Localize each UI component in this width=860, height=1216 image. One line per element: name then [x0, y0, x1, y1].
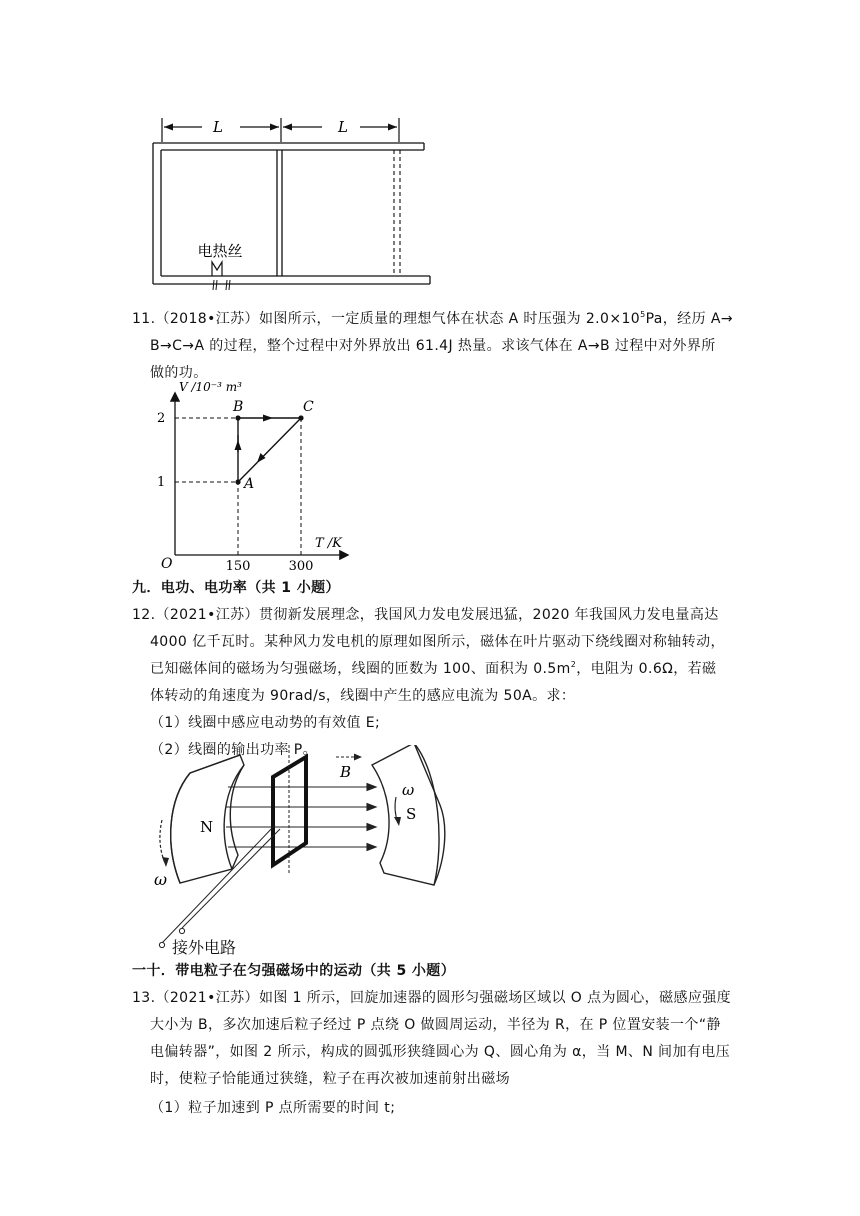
section10-heading: 一十．带电粒子在匀强磁场中的运动（共 5 小题）	[132, 963, 456, 979]
pole-s-label: S	[406, 805, 417, 823]
omega-left-label: ω	[154, 870, 168, 889]
origin-label: O	[161, 556, 173, 572]
q12-line4: 体转动的角速度为 90rad/s，线圈中产生的感应电流为 50A。求：	[150, 688, 576, 704]
y-axis-label: V /10⁻³ m³	[179, 380, 242, 394]
cylinder-figure	[140, 110, 440, 290]
y-tick-1: 1	[157, 475, 166, 490]
pole-n-label: N	[200, 818, 214, 836]
point-a	[235, 479, 240, 484]
heater-coil-icon	[212, 262, 222, 276]
point-c-label: C	[303, 399, 314, 415]
q11-line3: 做的功。	[150, 365, 208, 381]
q12-line1: 12.（2021•江苏）贯彻新发展理念，我国风力发电发展迅猛，2020 年我国风力发电量高达	[132, 607, 719, 623]
q12-sub2: （2）线圈的输出功率 P。	[150, 742, 317, 758]
q13-sub1: （1）粒子加速到 P 点所需要的时间 t;	[150, 1100, 396, 1116]
q12-line2: 4000 亿千瓦时。某种风力发电机的原理如图所示，磁体在叶片驱动下绕线圈对称轴转动，	[150, 634, 725, 650]
q11-line1: 11.（2018•江苏）如图所示，一定质量的理想气体在状态 A 时压强为 $2.0\times 10^5Pa$，经历 A→	[132, 310, 733, 327]
section9-heading: 九．电功、电功率（共 1 小题）	[132, 580, 340, 596]
q11-line2: B→C→A 的过程，整个过程中对外界放出 61.4J 热量。求该气体在 A→B 过程中对外界所	[150, 338, 716, 354]
generator-figure	[140, 745, 460, 960]
y-tick-2: 2	[157, 411, 166, 426]
point-a-label: A	[244, 476, 255, 492]
q12-line3: 已知磁体间的磁场为匀强磁场，线圈的匝数为 100、面积为 $0.5m^2$，电阻为 0.6Ω，若磁	[150, 660, 717, 677]
circuit-label: 接外电路	[172, 938, 237, 957]
point-c	[298, 415, 303, 420]
q13-line3: 电偏转器”，如图 2 所示，构成的圆弧形狭缝圆心为 Q、圆心角为 α，当 M、N 间加有电压	[150, 1044, 731, 1060]
dim-right-label: L	[338, 118, 348, 136]
heater-label: 电热丝	[197, 242, 243, 260]
x-tick-150: 150	[225, 559, 251, 574]
x-axis-label: T /K	[315, 536, 342, 551]
point-b-label: B	[233, 399, 244, 415]
point-b	[235, 415, 240, 420]
omega-right-label: ω	[402, 781, 415, 799]
q13-line1: 13.（2021•江苏）如图 1 所示，回旋加速器的圆形匀强磁场区域以 O 点为圆心，磁感应强度	[132, 990, 732, 1006]
q12-sub1: （1）线圈中感应电动势的有效值 E;	[150, 715, 381, 731]
q13-line4: 时，使粒子恰能通过狭缝，粒子在再次被加速前射出磁场	[150, 1071, 510, 1087]
q13-line2: 大小为 B，多次加速后粒子经过 P 点绕 O 做圆周运动，半径为 R，在 P 位置安装一个“静	[150, 1017, 721, 1033]
v-t-graph	[145, 380, 355, 575]
dim-left-label: L	[213, 118, 223, 136]
x-tick-300: 300	[288, 559, 314, 574]
field-b-label: B	[340, 763, 352, 781]
